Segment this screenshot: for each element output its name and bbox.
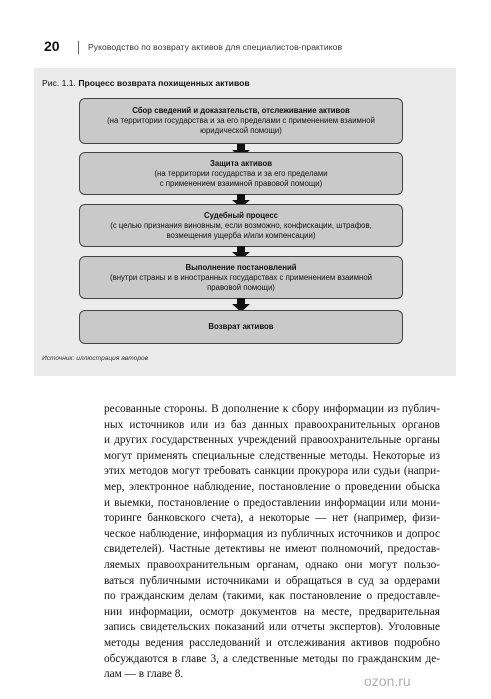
text-line: запись свидетельских показаний или отчеты экспертов). Уголовные — [104, 621, 440, 634]
text-line: ных источников или из баз данных правоохранительных органов — [104, 418, 440, 431]
text-line: методы ведения расследований и отслеживания активов подробно — [104, 636, 440, 649]
header-divider — [78, 41, 79, 54]
flow-step-detail: юридической помощи) — [200, 126, 282, 135]
body-paragraph — [104, 402, 440, 683]
text-line: мер, электронное наблюдение, постановление о проведении обыска — [104, 480, 440, 493]
figure-title: Процесс возврата похищенных активов — [78, 78, 250, 88]
flow-step-detail: (внутри страны и в иностранных государствах с применением взаимной — [109, 272, 373, 282]
text-line: по гражданским делам (такими, как постановление о предоставле- — [104, 590, 440, 603]
flow-step-detail: возмещения ущерба и/или компенсации) — [166, 230, 316, 240]
text-line: обсуждаются в главе 3, а следственные методы по гражданским де- — [104, 652, 440, 665]
text-line: лам — в главе 8. — [104, 668, 184, 681]
flow-step-title: Защита активов — [209, 158, 272, 168]
flow-step-detail: (на территории государства и за его пределами с применением взаимной — [107, 116, 375, 125]
flow-step-4 — [79, 256, 403, 299]
text-line: этих методов могут требовать санкции прокурора или судьи (напри- — [104, 465, 440, 478]
flow-step-detail: правовой помощи) — [207, 282, 275, 292]
flow-step-title: Сбор сведений и доказательств, отслеживание активов — [132, 106, 350, 115]
text-line: и других государственных учреждений правоохранительные органы — [104, 434, 440, 447]
figure-label: Рис. 1.1. — [42, 78, 76, 88]
text-line: свидетелей). Частные детективы не имеют полномочий, предостав- — [104, 543, 440, 556]
running-head: Руководство по возврату активов для специалистов-практиков — [88, 42, 343, 52]
figure-caption — [42, 78, 250, 88]
text-line: могут применять специальные следственные методы. Некоторые из — [104, 449, 440, 462]
page-number: 20 — [44, 38, 60, 54]
text-line: торинге банковского счета), а некоторые — нет (например, физи- — [104, 512, 440, 525]
text-line: ресованные стороны. В дополнение к сбору информации из публич- — [104, 403, 440, 415]
page-header — [44, 38, 464, 58]
flow-step-5 — [79, 310, 403, 344]
text-line: ляемых правоохранительным органам, однако они могут пользо- — [104, 558, 440, 571]
text-line: и выемки, постановление о предоставлении информации или мони- — [104, 496, 440, 509]
text-line: нии информации, осмотр документов на месте, предварительная — [104, 605, 440, 618]
flow-step-title: Судебный процесс — [203, 210, 279, 220]
flow-step-3 — [79, 204, 403, 247]
flow-step-detail: (на территории государства и за его пределами — [154, 168, 328, 178]
flow-step-1 — [79, 98, 403, 144]
text-line: ческое наблюдение, информация из публичных источников и допрос — [104, 527, 440, 540]
figure-source: Источник: иллюстрация авторов — [42, 355, 149, 362]
watermark: ozon.ru — [364, 673, 411, 689]
figure-panel — [34, 68, 456, 376]
text-line: ваться публичными источниками и обращаться в суд за ордерами — [104, 574, 440, 587]
flow-step-title: Возврат активов — [208, 322, 274, 331]
flow-step-title: Выполнение постановлений — [185, 262, 297, 272]
flow-step-2 — [79, 152, 403, 195]
flow-step-detail: с применением взаимной правовой помощи) — [159, 178, 323, 188]
flow-step-detail: (с целью признания виновным, если возможно, конфискации, штрафов, — [110, 220, 372, 230]
